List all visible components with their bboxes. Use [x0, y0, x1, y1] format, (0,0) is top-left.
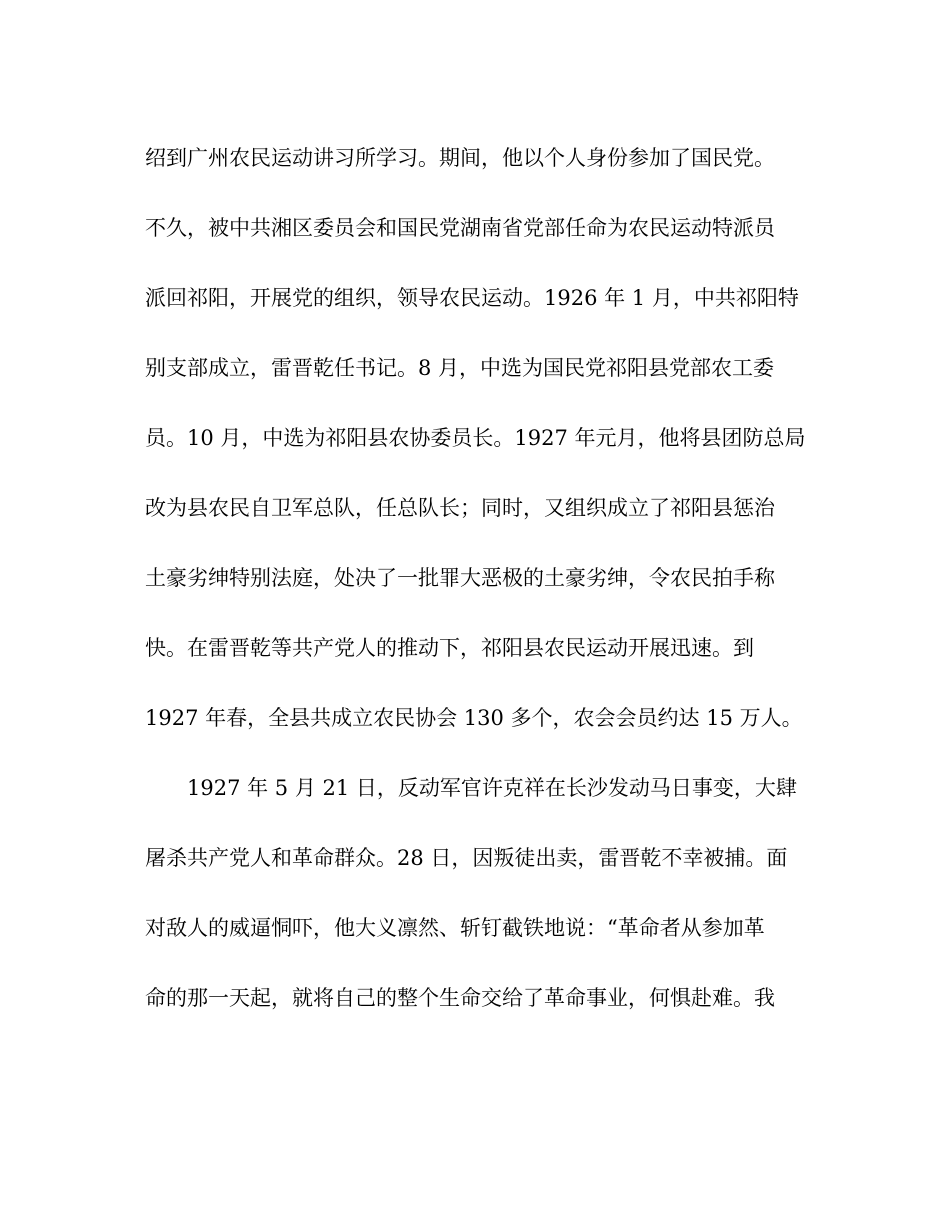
text-line-1: 绍到广州农民运动讲习所学习。期间，他以个人身份参加了国民党。 [145, 146, 775, 170]
text-line-4: 别支部成立，雷晋乾任书记。8 月，中选为国民党祁阳县党部农工委 [145, 356, 775, 380]
text-line-13: 命的那一天起，就将自己的整个生命交给了革命事业，何惧赴难。我 [145, 986, 775, 1010]
text-line-11: 屠杀共产党人和革命群众。28 日，因叛徒出卖，雷晋乾不幸被捕。面 [145, 846, 788, 870]
text-line-3: 派回祁阳，开展党的组织，领导农民运动。1926 年 1 月，中共祁阳特 [145, 286, 799, 310]
text-line-7: 土豪劣绅特别法庭，处决了一批罪大恶极的土豪劣绅，令农民拍手称 [145, 566, 775, 590]
text-line-8: 快。在雷晋乾等共产党人的推动下，祁阳县农民运动开展迅速。到 [145, 636, 754, 660]
text-line-9: 1927 年春，全县共成立农民协会 130 多个，农会会员约达 15 万人。 [145, 706, 803, 730]
paragraph-start-line: 1927 年 5 月 21 日，反动军官许克祥在长沙发动马日事变，大肆 [187, 776, 797, 800]
text-line-6: 改为县农民自卫军总队，任总队长；同时，又组织成立了祁阳县惩治 [145, 496, 775, 520]
text-line-2: 不久，被中共湘区委员会和国民党湖南省党部任命为农民运动特派员 [145, 216, 775, 240]
text-line-5: 员。10 月，中选为祁阳县农协委员长。1927 年元月，他将县团防总局 [145, 426, 806, 450]
text-line-12: 对敌人的威逼恫吓，他大义凛然、斩钉截铁地说：“革命者从参加革 [145, 916, 765, 940]
